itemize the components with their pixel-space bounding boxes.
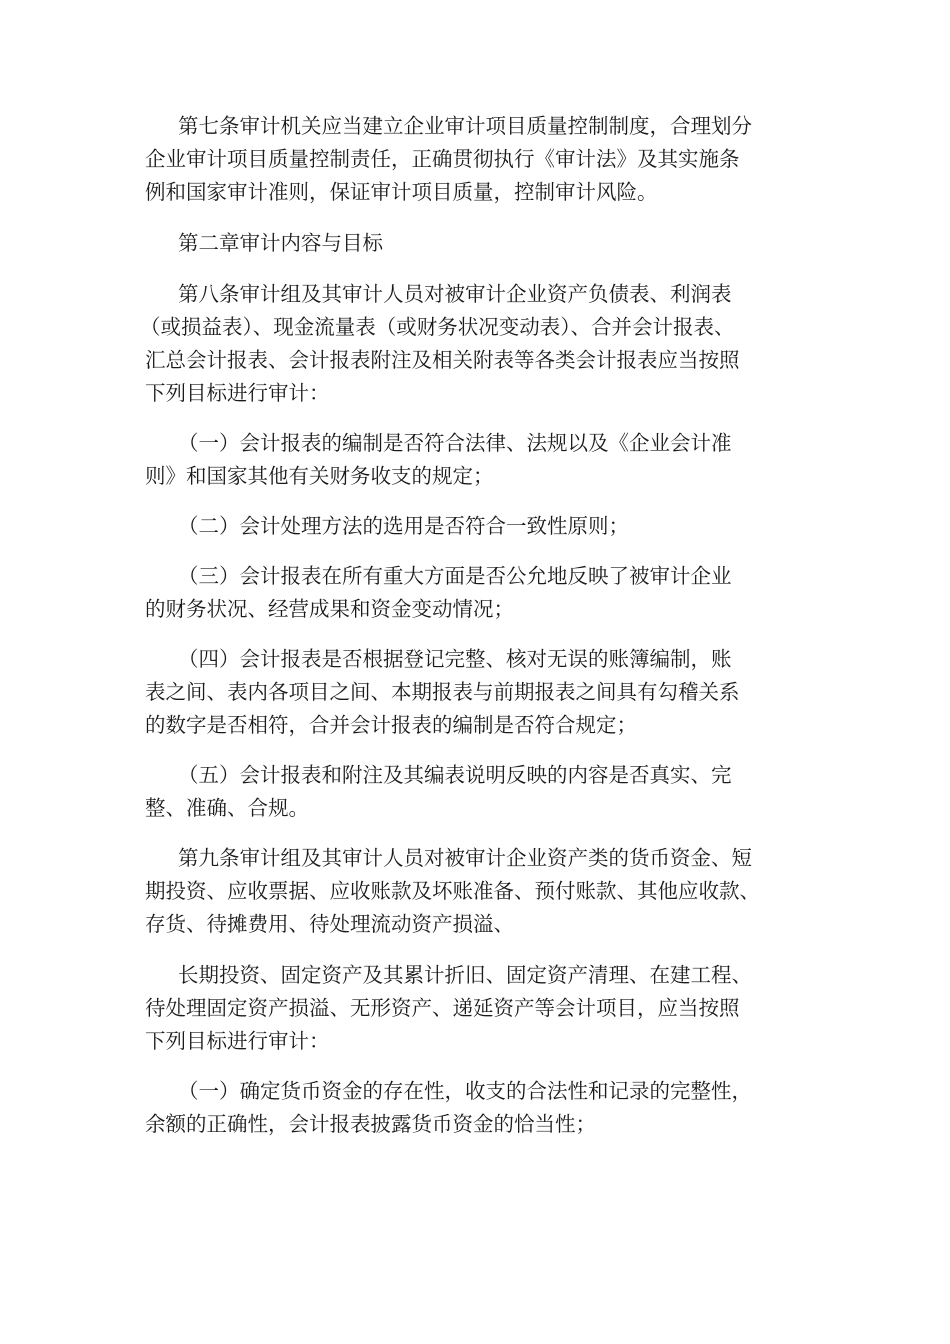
article-9-continued-line-3: 下列目标进行审计： [145,1029,330,1053]
article-7-line-2: 企业审计项目质量控制责任，正确贯彻执行《审计法》及其实施条 [145,147,740,171]
article-8-line-2: （或损益表）、现金流量表（或财务状况变动表）、合并会计报表、 [140,315,735,339]
article-8-item-4-line-2: 表之间、表内各项目之间、本期报表与前期报表之间具有勾稽关系 [145,680,740,704]
article-8-item-2: （二）会计处理方法的选用是否符合一致性原则； [178,514,629,538]
article-7-line-3: 例和国家审计准则，保证审计项目质量，控制审计风险。 [145,180,658,204]
chapter-2-heading: 第二章审计内容与目标 [178,231,383,255]
article-8-line-4: 下列目标进行审计： [145,381,330,405]
article-8-item-3-line-2: 的财务状况、经营成果和资金变动情况； [145,597,514,621]
article-7-line-1: 第七条审计机关应当建立企业审计项目质量控制制度，合理划分 [178,114,752,138]
article-8-line-3: 汇总会计报表、会计报表附注及相关附表等各类会计报表应当按照 [145,348,740,372]
article-8-item-5-line-2: 整、准确、合规。 [145,796,309,820]
article-9-continued-line-2: 待处理固定资产损溢、无形资产、递延资产等会计项目，应当按照 [145,996,740,1020]
article-8-item-1-line-2: 则》和国家其他有关财务收支的规定； [145,464,494,488]
article-9-line-1: 第九条审计组及其审计人员对被审计企业资产类的货币资金、短 [178,846,752,870]
article-8-item-3-line-1: （三）会计报表在所有重大方面是否公允地反映了被审计企业 [178,564,732,588]
article-9-item-1-line-1: （一）确定货币资金的存在性，收支的合法性和记录的完整性， [178,1079,752,1103]
article-9-continued-line-1: 长期投资、固定资产及其累计折旧、固定资产清理、在建工程、 [178,963,752,987]
article-8-item-4-line-3: 的数字是否相符，合并会计报表的编制是否符合规定； [145,713,637,737]
article-8-item-5-line-1: （五）会计报表和附注及其编表说明反映的内容是否真实、完 [178,763,732,787]
article-8-item-4-line-1: （四）会计报表是否根据登记完整、核对无误的账簿编制，账 [178,647,732,671]
article-8-item-1-line-1: （一）会计报表的编制是否符合法律、法规以及《企业会计准 [178,431,732,455]
article-8-line-1: 第八条审计组及其审计人员对被审计企业资产负债表、利润表 [178,282,732,306]
article-9-line-2: 期投资、应收票据、应收账款及坏账准备、预付账款、其他应收款、 [145,879,760,903]
article-9-line-3: 存货、待摊费用、待处理流动资产损溢、 [145,912,514,936]
article-9-item-1-line-2: 余额的正确性，会计报表披露货币资金的恰当性； [145,1112,596,1136]
